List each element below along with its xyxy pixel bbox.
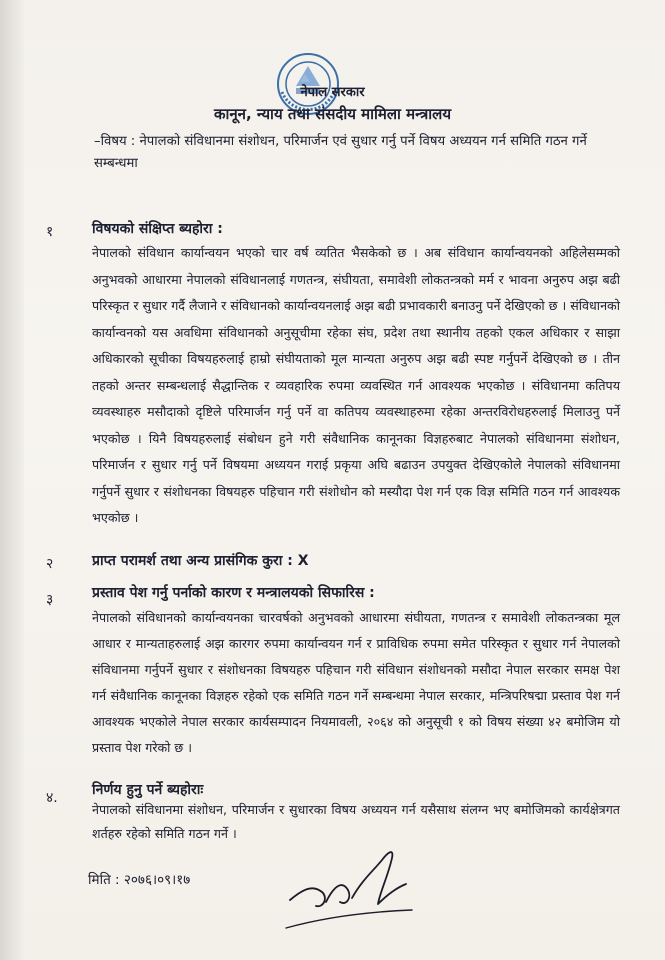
signature-icon <box>282 840 422 940</box>
ministry-name: कानून, न्याय तथा संसदीय मामिला मन्त्रालय <box>213 105 452 123</box>
section-1-heading: विषयको संक्षिप्त ब्यहोरा : <box>92 221 223 237</box>
section-1-number: १ <box>46 224 54 240</box>
section-2-heading: प्राप्त परामर्श तथा अन्य प्रासंगिक कुरा : X <box>92 553 309 569</box>
section-3-heading: प्रस्ताव पेश गर्नु पर्नाको कारण र मन्त्रालयको सिफारिस : <box>92 585 375 601</box>
document-date: मिति : २०७६।०९।१७ <box>88 872 191 888</box>
section-4-heading: निर्णय हुनु पर्ने ब्यहोराः <box>92 782 204 798</box>
subject-line: –विषय : नेपालको संविधानमा संशोधन, परिमार्जन एवं सुधार गर्नु पर्ने विषय अध्ययन गर्न समिति गठन गर्ने सम्बन्धमा <box>94 134 587 171</box>
government-name: नेपाल सरकार <box>300 85 365 100</box>
section-3-body: नेपालको संविधानको कार्यान्वयनका चारवर्षको अनुभवको आधारमा संघीयता, गणतन्त्र र समावेशी लोकतन्त्रका मूल आधार र मान्यताहरुलाई अझ कारगर रुपमा कार्यान्वयन गर्न र प्राविधिक रुपमा समेत परिस्कृत र सुधार गर्न नेपालको संविधानमा गर्नुपर्ने सुधार र संशोधनका विषयहरु पहिचान गरी संविधान संशोधनको मसौदा नेपाल सरकार समक्ष पेश गर्न संवैधानिक कानूनका विज्ञहरु रहेको एक समिति गठन गर्ने सम्बन्धमा नेपाल सरकार, मन्त्रिपरिषद्मा प्रस्ताव पेश गर्न आवश्यक भएकोले नेपाल सरकार कार्यसम्पादन नियमावली, २०६४ को अनुसूची १ को विषय संख्या ४२ बमोजिम यो प्रस्ताव पेश गरेको छ । <box>92 610 620 755</box>
section-1-body: नेपालको संविधान कार्यान्वयन भएको चार वर्ष व्यतित भैसकेको छ । अब संविधान कार्यान्वयनको अहिलेसम्मको अनुभवको आधारमा नेपालको संविधानलाई गणतन्त्र, संघीयता, समावेशी लोकतन्त्रको मर्म र भावना अनुरुप अझ बढी परिस्कृत र सुधार गर्दै लैजाने र संविधानको कार्यान्वयनलाई अझ बढी प्रभावकारी बनाउनु पर्ने देखिएको छ । संविधानको कार्यान्वनको यस अवधिमा संविधानको अनुसूचीमा रहेका संघ, प्रदेश तथा स्थानीय तहको एकल अधिकार र साझा अधिकारको सूचीका विषयहरुलाई हाम्रो संघीयताको मूल मान्यता अनुरुप अझ बढी स्पष्ट गर्नुपर्ने देखिएको छ । तीन तहको अन्तर सम्बन्धलाई सैद्धान्तिक र व्यवहारिक रुपमा व्यवस्थित गर्न आवश्यक भएकोछ । संविधानमा कतिपय व्यवस्थाहरु मसौदाको दृष्टिले परिमार्जन गर्नु पर्ने वा कतिपय व्यवस्थाहरुमा रहेका अन्तरविरोधहरुलाई मिलाउनु पर्ने भएकोछ । यिनै विषयहरुलाई संबोधन हुने गरी संवैधानिक कानूनका विज्ञहरुबाट नेपालको संविधानमा संशोधन, परिमार्जन र सुधार गर्नु पर्ने विषयमा अध्ययन गराई प्रकृया अघि बढाउन उपयुक्त देखिएकोले नेपालको संविधानमा गर्नुपर्ने सुधार र संशोधनका विषयहरु पहिचान गरी संशोधोन को मस्यौदा पेश गर्न एक विज्ञ समिति गठन गर्न आवश्यक भएकोछ । <box>92 245 620 525</box>
section-4-body: नेपालको संविधानमा संशोधन, परिमार्जन र सुधारका विषय अध्ययन गर्न यसैसाथ संलग्न भए बमोजिमको कार्यक्षेत्रगत शर्तहरु रहेको समिति गठन गर्ने । <box>92 802 620 841</box>
section-3-number: ३ <box>46 592 54 608</box>
section-2-number: २ <box>46 556 54 572</box>
section-4-number: ४. <box>46 790 58 806</box>
page-fold-shadow <box>0 0 24 960</box>
